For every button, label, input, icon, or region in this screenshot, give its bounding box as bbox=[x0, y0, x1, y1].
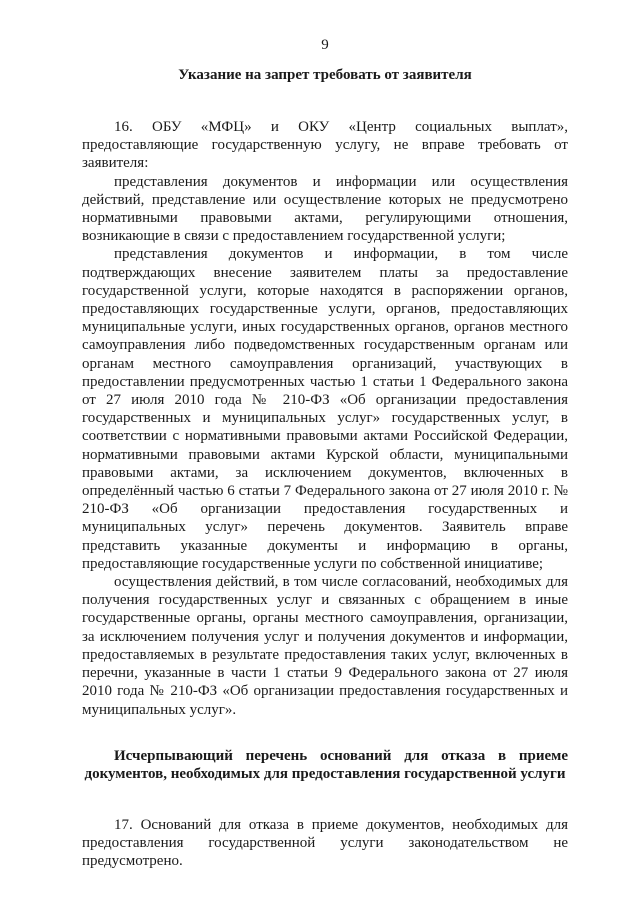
paragraph-16-item-b: представления документов и информации, в том числе подтверждающих внесение заявителем платы за предоставление государственной услуги, которые находятся в распоряжении органов, предоставляющих государственные услуги, органов, предоставляющих муниципальные услуги, иных государственных органов, органов местного самоуправления либо подведомственных государственным органам или органам местного самоуправления организаций, участвующих в предоставлении предусмотренных частью 1 статьи 1 Федерального закона от 27 июля 2010 года № 210-ФЗ «Об организации предоставления государственных и муниципальных услуг» государственных услуг, в соответствии с нормативными правовыми актами Российской Федерации, нормативными правовыми актами Курской области, муниципальными правовыми актами, за исключением документов, включенных в определённый частью 6 статьи 7 Федерального закона от 27 июля 2010 г. № 210-ФЗ «Об организации предоставления государственных и муниципальных услуг» перечень документов. Заявитель вправе представить указанные документы и информацию в органы, предоставляющие государственные услуги по собственной инициативе; bbox=[82, 246, 568, 572]
paragraph-16-item-c: осуществления действий, в том числе согласований, необходимых для получения государственных услуг и связанных с обращением в иные государственные органы, органы местного самоуправления, организации, за исключением получения услуг и получения документов и информации, предоставляемых в результате предоставления таких услуг, включенных в перечни, указанные в части 1 статьи 9 Федерального закона от 27 июля 2010 года № 210-ФЗ «Об организации предоставления государственных и муниципальных услуг». bbox=[82, 574, 568, 718]
page-number: 9 bbox=[321, 37, 329, 53]
paragraph-17: 17. Оснований для отказа в приеме документов, необходимых для предоставления государственной услуги законодательством не предусмотрено. bbox=[82, 816, 568, 870]
document-page bbox=[82, 36, 568, 870]
section-heading-prohibition: Указание на запрет требовать от заявителя bbox=[178, 67, 472, 83]
paragraph-16-item-a: представления документов и информации или осуществления действий, представление или осуществление которых не предусмотрено нормативными правовыми актами, регулирующими отношения, возникающие в связи с предоставлением государственной услуги; bbox=[82, 173, 568, 245]
section-heading-refusal-grounds: Исчерпывающий перечень оснований для отказа в приеме документов, необходимых для предоставления государственной услуги bbox=[84, 747, 568, 782]
paragraph-16-intro: 16. ОБУ «МФЦ» и ОКУ «Центр социальных выплат», предоставляющие государственную услугу, не вправе требовать от заявителя: bbox=[82, 119, 568, 172]
